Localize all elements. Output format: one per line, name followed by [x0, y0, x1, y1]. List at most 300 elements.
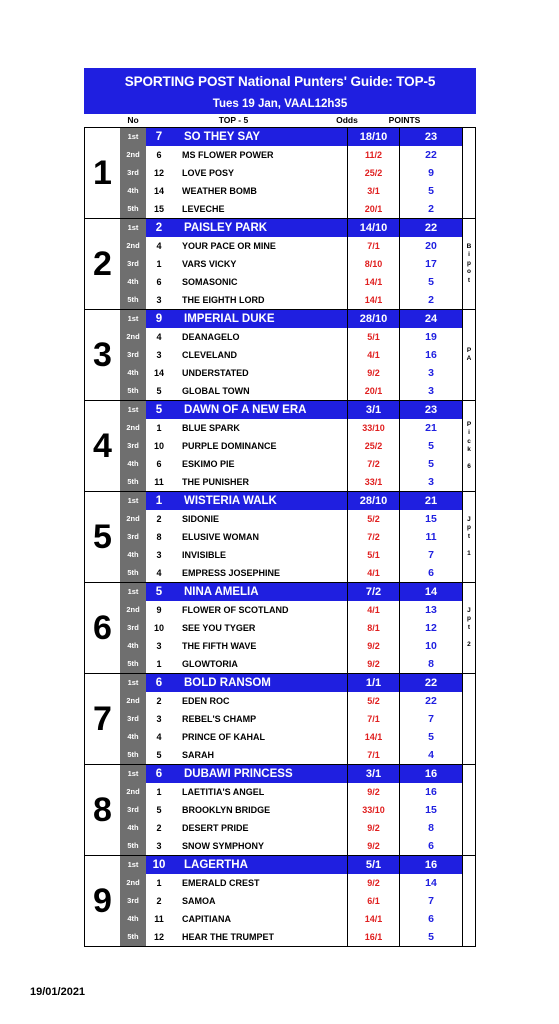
- top-pick-row: [120, 401, 462, 419]
- table-row: [120, 419, 462, 437]
- position-label: 4th: [120, 728, 146, 746]
- side-note: J p t 1: [462, 492, 476, 582]
- position-label: 5th: [120, 746, 146, 764]
- horse-number: 10: [152, 859, 166, 871]
- horse-number: 4: [156, 241, 162, 251]
- horse-number: 3: [156, 641, 162, 651]
- horse-points: 21: [399, 492, 462, 510]
- horse-odds: 14/1: [347, 291, 399, 309]
- race-block: [84, 218, 476, 309]
- position-label: 4th: [120, 819, 146, 837]
- horse-number: 3: [156, 841, 162, 851]
- race-number: 4: [84, 401, 120, 491]
- column-header-odds: Odds: [336, 115, 358, 125]
- horse-number: 9: [155, 313, 163, 325]
- table-row: [120, 728, 462, 746]
- horse-name: SIDONIE: [182, 514, 220, 524]
- horse-number: 14: [153, 368, 164, 378]
- horse-name: MS FLOWER POWER: [182, 150, 274, 160]
- horse-name: WEATHER BOMB: [182, 186, 257, 196]
- horse-odds: 11/2: [347, 146, 399, 164]
- position-label: 5th: [120, 473, 146, 491]
- race-rows: [120, 856, 462, 946]
- horse-name: GLOWTORIA: [182, 659, 238, 669]
- horse-odds: 5/2: [347, 510, 399, 528]
- top-pick-row: [120, 583, 462, 601]
- horse-name: CAPITIANA: [182, 914, 231, 924]
- horse-odds: 7/2: [347, 455, 399, 473]
- horse-odds: 18/10: [347, 128, 399, 146]
- table-row: [120, 437, 462, 455]
- horse-name: SAMOA: [182, 896, 216, 906]
- horse-points: 8: [399, 655, 462, 673]
- horse-name: SARAH: [182, 750, 215, 760]
- horse-number: 12: [153, 932, 164, 942]
- top-pick-row: [120, 856, 462, 874]
- horse-number: 12: [153, 168, 164, 178]
- horse-number: 1: [155, 495, 163, 507]
- horse-points: 8: [399, 819, 462, 837]
- horse-name: ELUSIVE WOMAN: [182, 532, 260, 542]
- table-row: [120, 892, 462, 910]
- horse-number: 2: [156, 514, 162, 524]
- horse-number: 5: [155, 404, 163, 416]
- horse-name: WISTERIA WALK: [184, 495, 277, 507]
- race-block: [84, 400, 476, 491]
- horse-points: 3: [399, 364, 462, 382]
- position-label: 2nd: [120, 146, 146, 164]
- horse-name: BROOKLYN BRIDGE: [182, 805, 271, 815]
- race-number: 7: [84, 674, 120, 764]
- table-row: [120, 364, 462, 382]
- guide-title: SPORTING POST National Punters' Guide: TOP-5: [84, 68, 476, 96]
- horse-odds: 9/2: [347, 655, 399, 673]
- horse-points: 5: [399, 455, 462, 473]
- horse-points: 15: [399, 801, 462, 819]
- position-label: 5th: [120, 291, 146, 309]
- horse-number: 1: [156, 259, 162, 269]
- horse-odds: 4/1: [347, 346, 399, 364]
- horse-name: ESKIMO PIE: [182, 459, 235, 469]
- horse-points: 6: [399, 910, 462, 928]
- table-row: [120, 255, 462, 273]
- horse-name: BLUE SPARK: [182, 423, 240, 433]
- position-label: 5th: [120, 837, 146, 855]
- horse-name: CLEVELAND: [182, 350, 238, 360]
- horse-name: PURPLE DOMINANCE: [182, 441, 277, 451]
- horse-number: 6: [156, 150, 162, 160]
- race-block: [84, 491, 476, 582]
- horse-name: YOUR PACE OR MINE: [182, 241, 276, 251]
- horse-number: 5: [155, 586, 163, 598]
- horse-points: 5: [399, 928, 462, 946]
- horse-odds: 3/1: [347, 765, 399, 783]
- horse-odds: 9/2: [347, 783, 399, 801]
- horse-number: 2: [156, 896, 162, 906]
- table-row: [120, 874, 462, 892]
- horse-name: THE FIFTH WAVE: [182, 641, 257, 651]
- horse-number: 3: [156, 295, 162, 305]
- race-block: [84, 855, 476, 947]
- top-pick-row: [120, 219, 462, 237]
- horse-odds: 5/2: [347, 692, 399, 710]
- horse-odds: 25/2: [347, 164, 399, 182]
- table-row: [120, 273, 462, 291]
- table-row: [120, 328, 462, 346]
- horse-number: 4: [156, 568, 162, 578]
- position-label: 3rd: [120, 164, 146, 182]
- position-label: 5th: [120, 564, 146, 582]
- position-label: 1st: [120, 492, 146, 510]
- race-block: [84, 582, 476, 673]
- position-label: 1st: [120, 765, 146, 783]
- horse-odds: 33/10: [347, 419, 399, 437]
- position-label: 3rd: [120, 255, 146, 273]
- race-rows: [120, 401, 462, 491]
- horse-odds: 7/1: [347, 237, 399, 255]
- horse-number: 5: [156, 386, 162, 396]
- table-row: [120, 182, 462, 200]
- race-list: [84, 127, 476, 947]
- horse-number: 5: [156, 750, 162, 760]
- horse-odds: 28/10: [347, 492, 399, 510]
- horse-number: 6: [155, 677, 163, 689]
- position-label: 3rd: [120, 619, 146, 637]
- horse-name: VARS VICKY: [182, 259, 237, 269]
- horse-name: EDEN ROC: [182, 696, 230, 706]
- horse-points: 10: [399, 637, 462, 655]
- table-row: [120, 564, 462, 582]
- horse-odds: 20/1: [347, 382, 399, 400]
- race-rows: [120, 219, 462, 309]
- horse-points: 7: [399, 710, 462, 728]
- horse-odds: 9/2: [347, 837, 399, 855]
- horse-odds: 14/1: [347, 728, 399, 746]
- horse-name: DEANAGELO: [182, 332, 240, 342]
- race-rows: [120, 583, 462, 673]
- horse-points: 7: [399, 546, 462, 564]
- horse-points: 5: [399, 728, 462, 746]
- horse-name: LEVECHE: [182, 204, 225, 214]
- horse-name: LOVE POSY: [182, 168, 235, 178]
- horse-number: 4: [156, 332, 162, 342]
- position-label: 4th: [120, 364, 146, 382]
- horse-odds: 5/1: [347, 856, 399, 874]
- race-number: 2: [84, 219, 120, 309]
- position-label: 2nd: [120, 874, 146, 892]
- horse-number: 2: [155, 222, 163, 234]
- horse-name: PRINCE OF KAHAL: [182, 732, 265, 742]
- table-row: [120, 928, 462, 946]
- column-header-points: POINTS: [388, 115, 421, 125]
- horse-points: 22: [399, 219, 462, 237]
- table-row: [120, 746, 462, 764]
- table-row: [120, 619, 462, 637]
- horse-odds: 5/1: [347, 546, 399, 564]
- horse-name: LAETITIA'S ANGEL: [182, 787, 265, 797]
- top-pick-row: [120, 765, 462, 783]
- horse-points: 15: [399, 510, 462, 528]
- position-label: 5th: [120, 928, 146, 946]
- table-row: [120, 473, 462, 491]
- position-label: 2nd: [120, 237, 146, 255]
- horse-odds: 16/1: [347, 928, 399, 946]
- horse-number: 1: [156, 878, 162, 888]
- horse-points: 23: [399, 128, 462, 146]
- position-label: 4th: [120, 182, 146, 200]
- horse-points: 3: [399, 473, 462, 491]
- punters-guide-table: [84, 68, 476, 947]
- position-label: 3rd: [120, 710, 146, 728]
- horse-name: IMPERIAL DUKE: [184, 313, 275, 325]
- horse-number: 6: [156, 277, 162, 287]
- horse-points: 17: [399, 255, 462, 273]
- horse-number: 2: [156, 823, 162, 833]
- horse-points: 5: [399, 273, 462, 291]
- race-number: 3: [84, 310, 120, 400]
- horse-points: 13: [399, 601, 462, 619]
- horse-odds: 14/1: [347, 910, 399, 928]
- position-label: 1st: [120, 219, 146, 237]
- table-row: [120, 601, 462, 619]
- horse-points: 5: [399, 437, 462, 455]
- horse-name: GLOBAL TOWN: [182, 386, 250, 396]
- table-row: [120, 819, 462, 837]
- position-label: 4th: [120, 455, 146, 473]
- horse-name: BOLD RANSOM: [184, 677, 271, 689]
- horse-name: SO THEY SAY: [184, 131, 261, 143]
- horse-name: LAGERTHA: [184, 859, 248, 871]
- horse-odds: 9/2: [347, 364, 399, 382]
- horse-number: 5: [156, 805, 162, 815]
- horse-number: 10: [153, 441, 164, 451]
- side-note: [462, 765, 476, 855]
- side-note: P i c k 6: [462, 401, 476, 491]
- position-label: 2nd: [120, 328, 146, 346]
- race-rows: [120, 765, 462, 855]
- horse-points: 19: [399, 328, 462, 346]
- horse-number: 11: [154, 477, 164, 487]
- side-note: J p t 2: [462, 583, 476, 673]
- horse-points: 6: [399, 837, 462, 855]
- horse-number: 6: [155, 768, 163, 780]
- position-label: 3rd: [120, 892, 146, 910]
- horse-points: 4: [399, 746, 462, 764]
- horse-name: EMERALD CREST: [182, 878, 260, 888]
- horse-odds: 9/2: [347, 874, 399, 892]
- horse-points: 12: [399, 619, 462, 637]
- position-label: 4th: [120, 637, 146, 655]
- table-row: [120, 164, 462, 182]
- horse-odds: 7/1: [347, 710, 399, 728]
- position-label: 4th: [120, 273, 146, 291]
- position-label: 1st: [120, 401, 146, 419]
- table-row: [120, 655, 462, 673]
- horse-name: INVISIBLE: [182, 550, 227, 560]
- position-label: 1st: [120, 128, 146, 146]
- side-note: [462, 128, 476, 218]
- race-block: [84, 309, 476, 400]
- horse-points: 16: [399, 346, 462, 364]
- top-pick-row: [120, 310, 462, 328]
- side-note: B i p o t: [462, 219, 476, 309]
- table-row: [120, 710, 462, 728]
- horse-odds: 14/1: [347, 273, 399, 291]
- position-label: 1st: [120, 674, 146, 692]
- horse-number: 14: [153, 186, 164, 196]
- table-row: [120, 510, 462, 528]
- horse-points: 14: [399, 583, 462, 601]
- horse-number: 3: [156, 350, 162, 360]
- horse-number: 1: [156, 659, 162, 669]
- position-label: 1st: [120, 856, 146, 874]
- position-label: 5th: [120, 382, 146, 400]
- position-label: 4th: [120, 546, 146, 564]
- horse-points: 7: [399, 892, 462, 910]
- horse-points: 21: [399, 419, 462, 437]
- table-row: [120, 455, 462, 473]
- table-row: [120, 146, 462, 164]
- horse-name: DUBAWI PRINCESS: [184, 768, 293, 780]
- horse-odds: 14/10: [347, 219, 399, 237]
- horse-odds: 8/1: [347, 619, 399, 637]
- position-label: 3rd: [120, 346, 146, 364]
- horse-odds: 33/10: [347, 801, 399, 819]
- horse-odds: 25/2: [347, 437, 399, 455]
- horse-odds: 33/1: [347, 473, 399, 491]
- horse-number: 10: [153, 623, 164, 633]
- horse-odds: 7/2: [347, 583, 399, 601]
- side-note: [462, 856, 476, 946]
- position-label: 2nd: [120, 419, 146, 437]
- race-rows: [120, 310, 462, 400]
- horse-name: THE PUNISHER: [182, 477, 250, 487]
- horse-number: 15: [153, 204, 164, 214]
- table-row: [120, 237, 462, 255]
- table-row: [120, 291, 462, 309]
- race-rows: [120, 128, 462, 218]
- horse-number: 1: [156, 787, 162, 797]
- horse-points: 5: [399, 182, 462, 200]
- horse-odds: 9/2: [347, 637, 399, 655]
- horse-name: UNDERSTATED: [182, 368, 249, 378]
- table-row: [120, 801, 462, 819]
- horse-points: 3: [399, 382, 462, 400]
- horse-name: FLOWER OF SCOTLAND: [182, 605, 289, 615]
- horse-odds: 8/10: [347, 255, 399, 273]
- horse-points: 24: [399, 310, 462, 328]
- horse-number: 6: [156, 459, 162, 469]
- table-row: [120, 200, 462, 218]
- race-block: [84, 673, 476, 764]
- horse-odds: 6/1: [347, 892, 399, 910]
- horse-number: 7: [155, 131, 163, 143]
- horse-number: 9: [156, 605, 162, 615]
- column-headers: [84, 114, 476, 127]
- horse-odds: 4/1: [347, 564, 399, 582]
- horse-odds: 9/2: [347, 819, 399, 837]
- table-row: [120, 637, 462, 655]
- table-row: [120, 783, 462, 801]
- race-number: 8: [84, 765, 120, 855]
- horse-odds: 3/1: [347, 182, 399, 200]
- horse-odds: 28/10: [347, 310, 399, 328]
- race-block: [84, 127, 476, 218]
- horse-name: SNOW SYMPHONY: [182, 841, 265, 851]
- top-pick-row: [120, 128, 462, 146]
- position-label: 3rd: [120, 528, 146, 546]
- table-row: [120, 382, 462, 400]
- position-label: 2nd: [120, 783, 146, 801]
- position-label: 5th: [120, 655, 146, 673]
- race-number: 1: [84, 128, 120, 218]
- top-pick-row: [120, 492, 462, 510]
- guide-subtitle: Tues 19 Jan, VAAL12h35: [84, 96, 476, 114]
- horse-name: EMPRESS JOSEPHINE: [182, 568, 281, 578]
- position-label: 1st: [120, 310, 146, 328]
- race-number: 5: [84, 492, 120, 582]
- race-number: 6: [84, 583, 120, 673]
- horse-number: 2: [156, 696, 162, 706]
- position-label: 2nd: [120, 510, 146, 528]
- horse-name: PAISLEY PARK: [184, 222, 268, 234]
- horse-points: 22: [399, 692, 462, 710]
- horse-points: 16: [399, 856, 462, 874]
- race-block: [84, 764, 476, 855]
- table-row: [120, 692, 462, 710]
- top-pick-row: [120, 674, 462, 692]
- position-label: 4th: [120, 910, 146, 928]
- horse-name: NINA AMELIA: [184, 586, 259, 598]
- race-rows: [120, 492, 462, 582]
- position-label: 5th: [120, 200, 146, 218]
- horse-name: DESERT PRIDE: [182, 823, 249, 833]
- horse-number: 3: [156, 714, 162, 724]
- horse-points: 2: [399, 200, 462, 218]
- column-header-no: No: [127, 115, 139, 125]
- horse-points: 6: [399, 564, 462, 582]
- table-row: [120, 546, 462, 564]
- horse-number: 4: [156, 732, 162, 742]
- horse-odds: 1/1: [347, 674, 399, 692]
- position-label: 3rd: [120, 801, 146, 819]
- horse-points: 11: [399, 528, 462, 546]
- horse-name: REBEL'S CHAMP: [182, 714, 257, 724]
- race-number: 9: [84, 856, 120, 946]
- table-row: [120, 837, 462, 855]
- horse-points: 16: [399, 765, 462, 783]
- horse-odds: 7/1: [347, 746, 399, 764]
- horse-points: 20: [399, 237, 462, 255]
- horse-name: DAWN OF A NEW ERA: [184, 404, 307, 416]
- position-label: 3rd: [120, 437, 146, 455]
- horse-name: THE EIGHTH LORD: [182, 295, 265, 305]
- horse-number: 3: [156, 550, 162, 560]
- horse-name: SEE YOU TYGER: [182, 623, 256, 633]
- footer-date: 19/01/2021: [30, 986, 86, 998]
- horse-odds: 7/2: [347, 528, 399, 546]
- horse-points: 22: [399, 674, 462, 692]
- horse-odds: 4/1: [347, 601, 399, 619]
- horse-number: 8: [156, 532, 162, 542]
- horse-points: 9: [399, 164, 462, 182]
- table-row: [120, 346, 462, 364]
- horse-number: 11: [154, 914, 164, 924]
- horse-name: SOMASONIC: [182, 277, 238, 287]
- table-row: [120, 528, 462, 546]
- horse-points: 23: [399, 401, 462, 419]
- race-rows: [120, 674, 462, 764]
